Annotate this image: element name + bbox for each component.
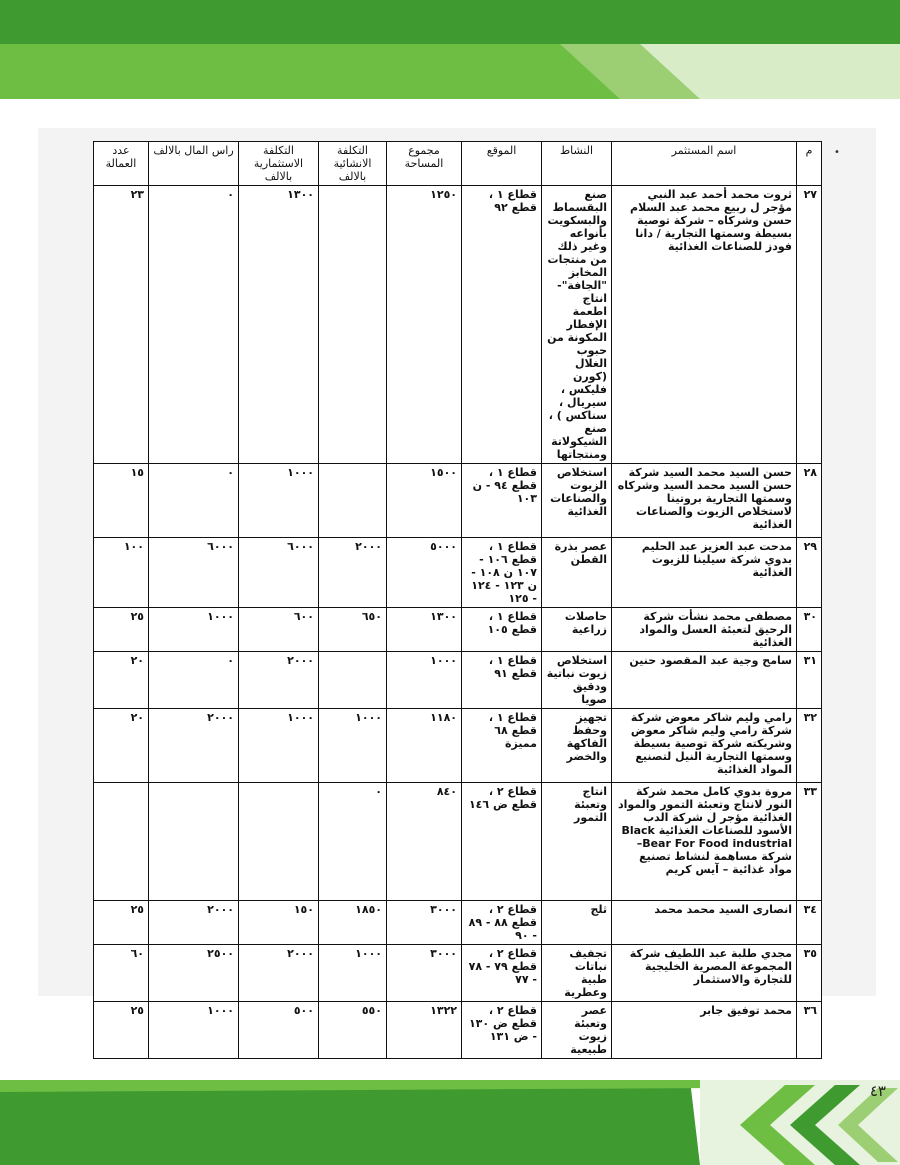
cell-capital: ٢٠٠٠ xyxy=(149,901,239,945)
cell-investor: مصطفى محمد نشأت شركة الرحيق لتعبئة العسل والمواد الغذائية xyxy=(612,608,797,652)
cell-investment-cost: ٥٠٠ xyxy=(239,1002,319,1059)
cell-workers: ٢٥ xyxy=(94,901,149,945)
cell-capital: ٠ xyxy=(149,652,239,709)
cell-activity: انتاج وتعبئة التمور xyxy=(542,783,612,901)
cell-investment-cost xyxy=(239,783,319,901)
cell-investment-cost: ٢٠٠٠ xyxy=(239,945,319,1002)
col-header-workers: عدد العمالة xyxy=(94,142,149,186)
cell-workers: ٢٥ xyxy=(94,608,149,652)
col-header-investor: اسم المستثمر xyxy=(612,142,797,186)
cell-construction-cost: ٠ xyxy=(319,783,387,901)
cell-workers: ٢٣ xyxy=(94,186,149,464)
table-header-row xyxy=(94,142,822,186)
cell-location: قطاع ٢ ، قطع ٧٩ - ٧٨ - ٧٧ xyxy=(462,945,542,1002)
cell-investor: انصارى السيد محمد محمد xyxy=(612,901,797,945)
cell-investor: محمد توفيق جابر xyxy=(612,1002,797,1059)
cell-capital xyxy=(149,783,239,901)
page-number: ٤٣ xyxy=(869,1082,886,1100)
cell-investor: ثروت محمد أحمد عبد النبي مؤجر ل ربيع محمد عبد السلام حسن وشركاه – شركة توصية بسيطة وسمتها التجارية / دانا فودز للصناعات الغذائية xyxy=(612,186,797,464)
cell-area: ١٣٠٠ xyxy=(387,608,462,652)
cell-workers: ٦٠ xyxy=(94,945,149,1002)
header-decoration xyxy=(0,0,900,100)
cell-construction-cost xyxy=(319,186,387,464)
cell-investment-cost: ١٥٠ xyxy=(239,901,319,945)
cell-investor: مروة بدوي كامل محمد شركة النور لانتاج وتعبئة التمور والمواد الغذائية مؤجر ل شركة الدب الأسود للصناعات الغذائية Black Bear For Food industrial– شركة مساهمة لنشاط تصنيع مواد غذائية – آيس كريم xyxy=(612,783,797,901)
cell-investor: رامي وليم شاكر معوض شركة شركة رامي وليم شاكر معوض وشريكته شركة توصية بسيطة وسمتها التجارية النيل لتصنيع المواد الغذائية xyxy=(612,709,797,783)
cell-capital: ٦٠٠٠ xyxy=(149,538,239,608)
cell-workers: ٢٠ xyxy=(94,652,149,709)
cell-construction-cost xyxy=(319,464,387,538)
cell-location: قطاع ١ ، قطع ١٠٥ xyxy=(462,608,542,652)
cell-investor: مدحت عبد العزيز عبد الحليم بدوي شركة سيلينا للزيوت الغذائية xyxy=(612,538,797,608)
cell-investor: حسن السيد محمد السيد شركة حسن السيد محمد السيد وشركاه وسمتها التجارية بروتينا لاستخلاص الزيوت والصناعات الغذائية xyxy=(612,464,797,538)
cell-area: ١٠٠٠ xyxy=(387,652,462,709)
cell-location: قطاع ١ ، قطع ٩٤ - ن ١٠٣ xyxy=(462,464,542,538)
table-row xyxy=(94,652,822,709)
cell-location: قطاع ١ ، قطع ١٠٦ - ١٠٧ ن ١٠٨ - ن ١٢٣ - ١٢٤ - ١٢٥ xyxy=(462,538,542,608)
cell-activity: عصر وتعبئة زيوت طبيعية xyxy=(542,1002,612,1059)
cell-investor: سامح وجية عبد المقصود حنين xyxy=(612,652,797,709)
cell-m: ٣٠ xyxy=(797,608,822,652)
cell-activity: تجفيف نباتات طبية وعطرية xyxy=(542,945,612,1002)
cell-construction-cost: ٦٥٠ xyxy=(319,608,387,652)
cell-construction-cost: ١٠٠٠ xyxy=(319,709,387,783)
table-row xyxy=(94,901,822,945)
cell-capital: ٠ xyxy=(149,186,239,464)
cell-area: ٥٠٠٠ xyxy=(387,538,462,608)
cell-capital: ٢٥٠٠ xyxy=(149,945,239,1002)
table-row xyxy=(94,783,822,901)
cell-capital: ١٠٠٠ xyxy=(149,608,239,652)
bullet-mark: • xyxy=(834,147,840,158)
col-header-location: الموقع xyxy=(462,142,542,186)
cell-capital: ٠ xyxy=(149,464,239,538)
cell-m: ٢٨ xyxy=(797,464,822,538)
col-header-area: مجموع المساحة xyxy=(387,142,462,186)
cell-workers xyxy=(94,783,149,901)
cell-area: ٣٠٠٠ xyxy=(387,945,462,1002)
cell-activity: عصر بذرة القطن xyxy=(542,538,612,608)
table-row xyxy=(94,186,822,464)
cell-investment-cost: ٦٠٠٠ xyxy=(239,538,319,608)
cell-area: ١٣٢٢ xyxy=(387,1002,462,1059)
cell-m: ٣٥ xyxy=(797,945,822,1002)
cell-m: ٢٧ xyxy=(797,186,822,464)
cell-location: قطاع ١ ، قطع ٩١ xyxy=(462,652,542,709)
cell-m: ٣٦ xyxy=(797,1002,822,1059)
cell-area: ٨٤٠ xyxy=(387,783,462,901)
cell-location: قطاع ٢ ، قطع ض ١٣٠ - ض ١٣١ xyxy=(462,1002,542,1059)
footer-decoration xyxy=(0,1080,900,1165)
cell-location: قطاع ١ ، قطع ٦٨ مميزة xyxy=(462,709,542,783)
cell-location: قطاع ١ ، قطع ٩٢ xyxy=(462,186,542,464)
cell-activity: ثلج xyxy=(542,901,612,945)
investors-table xyxy=(93,141,822,1059)
cell-investor: مجدي طلبة عبد اللطيف شركة المجموعة المصرية الخليجية للتجارة والاستثمار xyxy=(612,945,797,1002)
col-header-investment-cost: التكلفة الاستثمارية بالالف xyxy=(239,142,319,186)
table-row xyxy=(94,538,822,608)
cell-location: قطاع ٢ ، قطع ٨٨ - ٨٩ - ٩٠ xyxy=(462,901,542,945)
cell-investment-cost: ٢٠٠٠ xyxy=(239,652,319,709)
col-header-m: م xyxy=(797,142,822,186)
cell-activity: صنع البقسماط والبسكويت بأنواعه وغير ذلك من منتجات المخابز "الجافة"- انتاج اطعمة الإفطار المكونة من حبوب الغلال (كورن فليكس ، سيريال ، سناكس ) ، صنع الشيكولاتة ومنتجاتها xyxy=(542,186,612,464)
cell-workers: ٢٥ xyxy=(94,1002,149,1059)
cell-capital: ٢٠٠٠ xyxy=(149,709,239,783)
cell-area: ١٢٥٠ xyxy=(387,186,462,464)
table-row xyxy=(94,709,822,783)
cell-area: ١٥٠٠ xyxy=(387,464,462,538)
cell-capital: ١٠٠٠ xyxy=(149,1002,239,1059)
col-header-construction-cost: التكلفة الانشائية بالالف xyxy=(319,142,387,186)
cell-activity: تجهيز وحفظ الفاكهة والخضر xyxy=(542,709,612,783)
cell-m: ٣٣ xyxy=(797,783,822,901)
cell-activity: استخلاص زيوت نباتية ودقيق صويا xyxy=(542,652,612,709)
cell-m: ٣٢ xyxy=(797,709,822,783)
cell-construction-cost: ٥٥٠ xyxy=(319,1002,387,1059)
cell-m: ٣١ xyxy=(797,652,822,709)
table-row xyxy=(94,464,822,538)
cell-construction-cost xyxy=(319,652,387,709)
cell-area: ٣٠٠٠ xyxy=(387,901,462,945)
col-header-capital: راس المال بالالف xyxy=(149,142,239,186)
table-row xyxy=(94,608,822,652)
table-row xyxy=(94,945,822,1002)
cell-investment-cost: ١٣٠٠ xyxy=(239,186,319,464)
cell-investment-cost: ١٠٠٠ xyxy=(239,709,319,783)
cell-m: ٣٤ xyxy=(797,901,822,945)
cell-construction-cost: ٢٠٠٠ xyxy=(319,538,387,608)
cell-location: قطاع ٢ ، قطع ض ١٤٦ xyxy=(462,783,542,901)
table-row xyxy=(94,1002,822,1059)
col-header-activity: النشاط xyxy=(542,142,612,186)
cell-construction-cost: ١٨٥٠ xyxy=(319,901,387,945)
cell-investment-cost: ٦٠٠ xyxy=(239,608,319,652)
cell-m: ٢٩ xyxy=(797,538,822,608)
cell-workers: ٢٠ xyxy=(94,709,149,783)
cell-activity: حاصلات زراعية xyxy=(542,608,612,652)
cell-area: ١١٨٠ xyxy=(387,709,462,783)
cell-activity: استخلاص الزيوت والصناعات الغذائية xyxy=(542,464,612,538)
cell-workers: ١٠٠ xyxy=(94,538,149,608)
cell-workers: ١٥ xyxy=(94,464,149,538)
cell-investment-cost: ١٠٠٠ xyxy=(239,464,319,538)
cell-construction-cost: ١٠٠٠ xyxy=(319,945,387,1002)
